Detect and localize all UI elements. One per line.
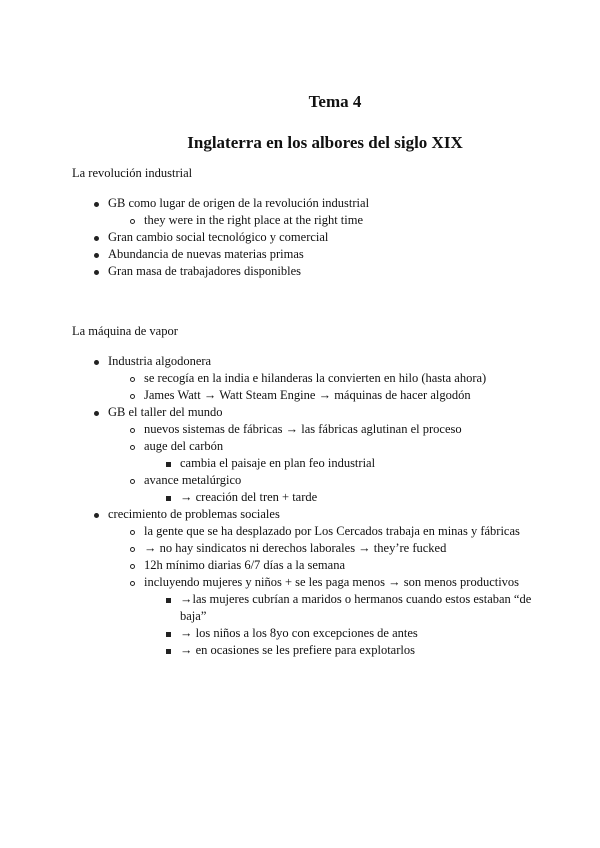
list-item: incluyendo mujeres y niños + se les paga menos → son menos productivos [144,574,542,591]
bullet-circle-icon [126,574,138,591]
list-item: Gran cambio social tecnológico y comercial [108,229,542,246]
list-item: cambia el paisaje en plan feo industrial [180,455,542,472]
bullet-square-icon [162,489,174,506]
list-item: Industria algodonera [108,353,542,370]
bullet-circle-icon [126,212,138,229]
bullet-disc-icon [90,404,102,421]
list-item: → en ocasiones se les prefiere para explotarlos [180,642,542,659]
bullet-circle-icon [126,523,138,540]
page-subtitle: Inglaterra en los albores del siglo XIX [187,133,463,152]
bullet-square-icon [162,591,174,608]
bullet-circle-icon [126,557,138,574]
list-item: Gran masa de trabajadores disponibles [108,263,542,280]
list-item: →las mujeres cubrían a maridos o hermanos cuando estos estaban “de baja” [180,591,542,625]
bullet-square-icon [162,642,174,659]
bullet-disc-icon [90,353,102,370]
list-item: → los niños a los 8yo con excepciones de antes [180,625,542,642]
bullet-disc-icon [90,263,102,280]
bullet-circle-icon [126,370,138,387]
list-item: avance metalúrgico [144,472,542,489]
list-item: crecimiento de problemas sociales [108,506,542,523]
page-title: Tema 4 [308,92,362,111]
list-item: GB el taller del mundo [108,404,542,421]
list-item: auge del carbón [144,438,542,455]
list-item: nuevos sistemas de fábricas → las fábricas aglutinan el proceso [144,421,542,438]
bullet-disc-icon [90,229,102,246]
bullet-circle-icon [126,472,138,489]
list-item: they were in the right place at the right time [144,212,542,229]
bullet-circle-icon [126,540,138,557]
bullet-circle-icon [126,387,138,404]
section-heading-maquina: La máquina de vapor [72,324,178,338]
bullet-circle-icon [126,438,138,455]
bullet-disc-icon [90,506,102,523]
list-item: → no hay sindicatos ni derechos laborales → they’re fucked [144,540,542,557]
list-item: James Watt → Watt Steam Engine → máquinas de hacer algodón [144,387,542,404]
bullet-circle-icon [126,421,138,438]
bullet-square-icon [162,455,174,472]
section-heading-revolucion: La revolución industrial [72,166,193,180]
bullet-disc-icon [90,246,102,263]
list-item: Abundancia de nuevas materias primas [108,246,542,263]
bullet-disc-icon [90,195,102,212]
list-maquina [72,353,542,659]
list-item: → creación del tren + tarde [180,489,542,506]
list-item: 12h mínimo diarias 6/7 días a la semana [144,557,542,574]
list-item: GB como lugar de origen de la revolución industrial [108,195,542,212]
list-item: la gente que se ha desplazado por Los Cercados trabaja en minas y fábricas [144,523,542,540]
list-revolucion [72,195,542,280]
bullet-square-icon [162,625,174,642]
list-item: se recogía en la india e hilanderas la convierten en hilo (hasta ahora) [144,370,542,387]
